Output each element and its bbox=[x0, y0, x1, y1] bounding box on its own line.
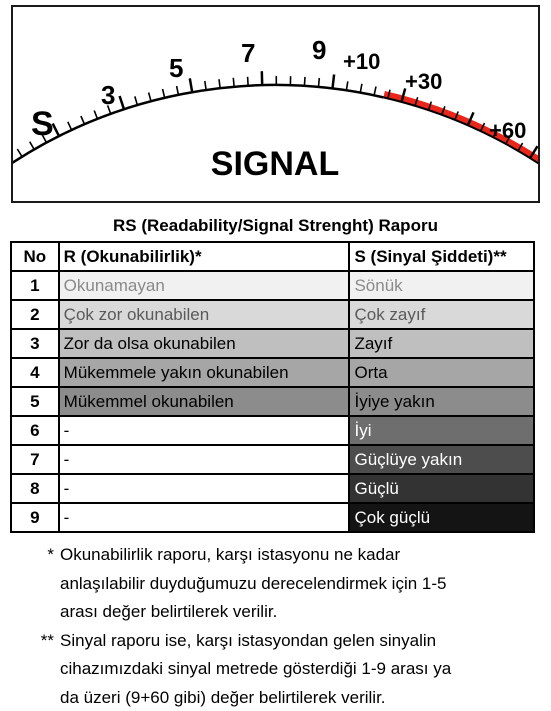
overload-arc bbox=[384, 94, 538, 201]
footnote-line: Sinyal raporu ise, karşı istasyondan gelen sinyalin bbox=[60, 630, 437, 650]
footnote-line: anlaşılabilir duyduğumuzu derecelendirmek için 1-5 bbox=[60, 573, 447, 593]
row-number: 1 bbox=[11, 271, 59, 300]
signal-cell: İyi bbox=[349, 416, 534, 445]
table-row bbox=[11, 474, 534, 503]
scale-tick bbox=[163, 89, 165, 98]
table-row bbox=[11, 271, 534, 300]
scale-tick bbox=[149, 93, 151, 102]
scale-label: 5 bbox=[169, 53, 184, 83]
table-row bbox=[11, 416, 534, 445]
signal-meter-graphic bbox=[13, 7, 538, 201]
table-row bbox=[11, 387, 534, 416]
scale-label: +10 bbox=[343, 49, 381, 74]
scale-tick bbox=[120, 96, 124, 109]
table-header-row bbox=[11, 242, 534, 271]
row-number: 5 bbox=[11, 387, 59, 416]
footnote-line: cihazımızdaki sinyal metrede gösterdiği 1-9 arası ya bbox=[60, 659, 452, 678]
table-row bbox=[11, 445, 534, 474]
signal-cell: İyiye yakın bbox=[349, 387, 534, 416]
readability-cell: Zor da olsa okunabilen bbox=[59, 329, 350, 358]
signal-cell: Güçlüye yakın bbox=[349, 445, 534, 474]
readability-cell: Mükemmel okunabilen bbox=[59, 387, 350, 416]
scale-tick bbox=[219, 79, 220, 88]
scale-tick bbox=[333, 75, 335, 89]
table-caption: RS (Readability/Signal Strenght) Raporu bbox=[113, 216, 438, 235]
scale-tick bbox=[319, 78, 320, 87]
readability-cell: - bbox=[59, 416, 350, 445]
scale-tick bbox=[81, 116, 85, 124]
readability-cell: Mükemmele yakın okunabilen bbox=[59, 358, 350, 387]
scale-tick bbox=[360, 84, 362, 93]
scale-tick bbox=[68, 122, 72, 130]
scale-label: 3 bbox=[101, 80, 116, 110]
footnote-signal bbox=[30, 627, 535, 711]
footnote-line: arası değer belirtilerek verilir. bbox=[60, 602, 278, 621]
footnote-line: Okunabilirlik raporu, karşı istasyonu ne kadar bbox=[60, 545, 401, 564]
signal-cell: Sönük bbox=[349, 271, 534, 300]
scale-label: 9 bbox=[312, 35, 327, 65]
scale-label: S bbox=[31, 105, 54, 143]
rs-report-table bbox=[10, 241, 535, 533]
row-number: 8 bbox=[11, 474, 59, 503]
footnote-mark: * bbox=[47, 545, 54, 564]
scale-tick bbox=[135, 96, 138, 105]
footnote-readability bbox=[30, 541, 535, 627]
scale-tick bbox=[17, 149, 22, 157]
footnote-mark: ** bbox=[40, 630, 54, 650]
scale-label: 7 bbox=[241, 38, 256, 68]
readability-cell: - bbox=[59, 445, 350, 474]
scale-tick bbox=[346, 81, 347, 90]
signal-cell: Güçlü bbox=[349, 474, 534, 503]
row-number: 2 bbox=[11, 300, 59, 329]
scale-label: +60 bbox=[489, 118, 527, 143]
signal-cell: Çok zayıf bbox=[349, 300, 534, 329]
row-number: 3 bbox=[11, 329, 59, 358]
signal-cell: Orta bbox=[349, 358, 534, 387]
scale-tick bbox=[205, 81, 206, 90]
meter-title: SIGNAL bbox=[210, 145, 340, 183]
scale-tick bbox=[94, 111, 97, 119]
scale-tick bbox=[233, 78, 234, 87]
row-number: 9 bbox=[11, 503, 59, 532]
scale-tick bbox=[374, 87, 376, 96]
header-no: No bbox=[11, 242, 59, 271]
table-row bbox=[11, 503, 534, 532]
scale-tick bbox=[177, 86, 179, 95]
overload-arc-edge bbox=[383, 97, 538, 201]
readability-cell: - bbox=[59, 474, 350, 503]
footnote-line: da üzeri (9+60 gibi) değer belirtilerek verilir. bbox=[60, 687, 386, 707]
scale-tick bbox=[248, 77, 249, 86]
row-number: 6 bbox=[11, 416, 59, 445]
row-number: 7 bbox=[11, 445, 59, 474]
readability-cell: - bbox=[59, 503, 350, 532]
scale-tick bbox=[304, 77, 305, 86]
table-row bbox=[11, 329, 534, 358]
scale-label: +30 bbox=[405, 69, 443, 94]
readability-cell: Okunamayan bbox=[59, 271, 350, 300]
header-readability: R (Okunabilirlik)* bbox=[59, 242, 350, 271]
signal-cell: Çok güçlü bbox=[349, 503, 534, 532]
row-number: 4 bbox=[11, 358, 59, 387]
table-row bbox=[11, 358, 534, 387]
signal-meter-illustration bbox=[11, 5, 540, 203]
header-signal: S (Sinyal Şiddeti)** bbox=[349, 242, 534, 271]
signal-cell: Zayıf bbox=[349, 329, 534, 358]
readability-cell: Çok zor okunabilen bbox=[59, 300, 350, 329]
footnotes bbox=[30, 541, 535, 711]
table-row bbox=[11, 300, 534, 329]
scale-tick bbox=[190, 78, 192, 92]
